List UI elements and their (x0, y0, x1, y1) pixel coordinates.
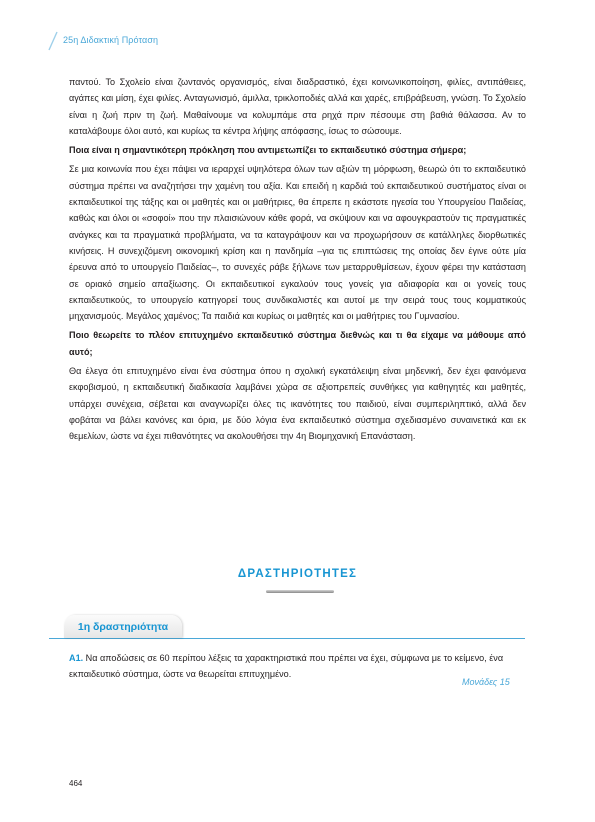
interview-question-2: Ποιο θεωρείτε το πλέον επιτυχημένο εκπαιδευτικό σύστημα διεθνώς και τι θα είχαμε να μάθουμε από αυτό; (69, 330, 526, 357)
activity-tab (64, 615, 182, 638)
task-points: Μονάδες 15 (462, 677, 510, 687)
activity-rule-line (49, 638, 525, 639)
interview-question-1: Ποια είναι η σημαντικότερη πρόκληση που αντιμετωπίζει το εκπαιδευτικό σύστημα σήμερα; (69, 145, 467, 156)
article-body (69, 74, 526, 448)
page-number: 464 (69, 779, 83, 788)
interview-answer-1: Σε μια κοινωνία που έχει πάψει να ιεραρχεί υψηλότερα όλων των αξιών τη μόρφωση, θεωρώ ότι το εκπαιδευτικό σύστημα πρέπει να αναζητήσει την χαμένη του αξία. Και επειδή η καρδιά τού εκπαιδευτικού συστήματος είναι οι εκπαιδευτικοί της τάξης και οι μαθητές και οι μαθήτριες, θα έπρεπε η εκάστοτε ηγεσία του Υπουργείου Παιδείας, καθώς και όλοι οι «σοφοί» που την πλαισιώνουν κάθε φορά, να σκύψουν και να αφουγκραστούν τις πραγματικές ανάγκες και τα πραγματικά προβλήματα, να τα καταγράψουν και να προχωρήσουν σε κατάλληλες διορθωτικές κινήσεις. Η συνεχιζόμενη οικονομική κρίση και η πανδημία –για τις επιπτώσεις της οποίας δεν έγινε ούτε μία έρευνα από το υπουργείο Παιδείας–, το συνεχές ράβε ξήλωνε των μεταρρυθμίσεων, έχουν φέρει την κατάσταση σε οριακό σημείο απαξίωσης. Οι εκπαιδευτικοί εγκαλούν τους γονείς για αδιαφορία και οι γονείς τους εκπαιδευτικούς, το υπουργείο κατηγορεί τους συνδικαλιστές και αυτοί με την σειρά τους τους κομματικούς μηχανισμούς. Μεγάλος χαμένος; Τα παιδιά και κυρίως οι μαθητές και οι μαθήτριες του Γυμνασίου. (69, 164, 526, 322)
section-title: ΔΡΑΣΤΗΡΙΟΤΗΤΕΣ (237, 568, 358, 580)
activity-tab-label: 1η δραστηριότητα (77, 620, 169, 633)
task-number: Α1. (69, 653, 84, 663)
activity-task (69, 650, 526, 683)
section-title-underline (266, 590, 334, 593)
task-text: Να αποδώσεις σε 60 περίπου λέξεις τα χαρακτηριστικά που πρέπει να έχει, σύμφωνα με το κείμενο, ένα εκπαιδευτικό σύστημα, ώστε να θεωρείται επιτυχημένο. (69, 653, 504, 680)
interview-answer-2: Θα έλεγα ότι επιτυχημένο είναι ένα σύστημα όπου η σχολική εγκατάλειψη είναι μηδενική, δεν έχει φαινόμενα εκφοβισμού, η εκπαιδευτική διαδικασία λαμβάνει χώρα σε αξιοπρεπείς συνθήκες για καθηγητές και μαθητές, υπάρχει συνέχεια, σέβεται και αναγνωρίζει όλες τις ικανότητες του παιδιού, είναι συμπεριληπτικό, αλλά δεν φοβάται να βάλει κανόνες και όρια, με δύο λόγια ένα εκπαιδευτικό σύστημα σχεδιασμένο συναινετικά και εκ θεμελίων, ώστε να έχει πιθανότητες να ακολουθήσει την 4η Βιομηχανική Επανάσταση. (69, 366, 526, 442)
paragraph-intro: παντού. Το Σχολείο είναι ζωντανός οργανισμός, είναι διαδραστικό, έχει κοινωνικοποίηση, φιλίες, αντιπάθειες, αγάπες και μίση, έχει φιλίες. Ανταγωνισμό, άμιλλα, τρικλοποδιές αλλά και χαρές, επιβράβευση, γνώση. Το Σχολείο είναι η ζωή πριν τη ζωή. Μαθαίνουμε να κολυμπάμε στα ρηχά πριν πέσουμε στη βαθιά θάλασσα. Αν το καταλάβουμε όλοι αυτό, και κυρίως τα κέντρα λήψης απόφασης, ίσως το σώσουμε. (69, 77, 526, 136)
running-header: 25η Διδακτική Πρόταση (63, 35, 159, 45)
header-slash-mark (47, 31, 59, 51)
